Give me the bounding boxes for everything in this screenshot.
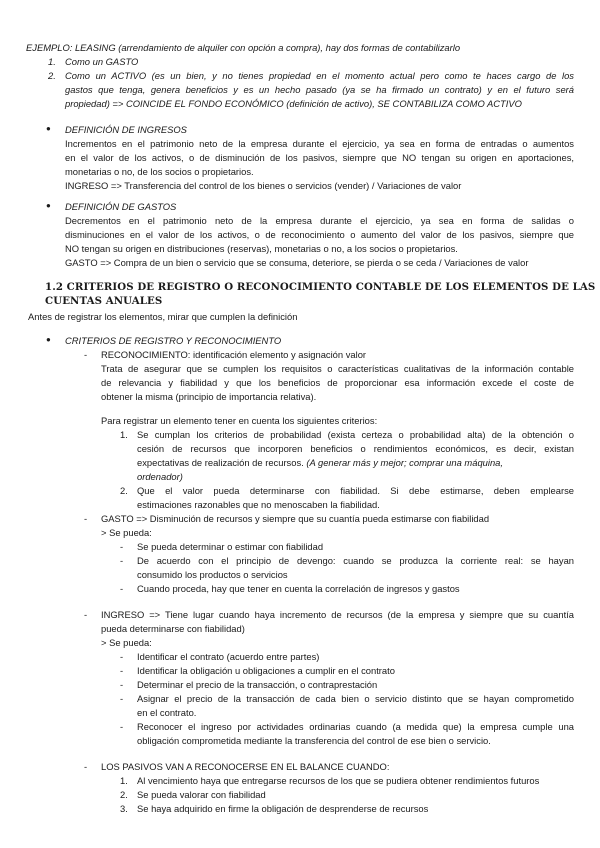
dash-icon: - (84, 609, 88, 620)
section-heading: 1.2 CRITERIOS DE REGISTRO O RECONOCIMIENTO CONTABLE DE LOS ELEMENTOS DE LAS (45, 281, 596, 293)
reconocimiento-line: de relevancia y fiabilidad y que los beneficios de proporcionar esa información excede el coste de (101, 377, 574, 388)
gasto-title: GASTO => Disminución de recursos y siempre que su cuantía pueda estimarse con fiabilidad (101, 513, 490, 524)
pasivos-item-number: 2. (120, 789, 128, 800)
dash-icon: - (120, 693, 124, 704)
gasto-se-pueda: > Se pueda: (101, 527, 152, 538)
criterio-1-line: Se cumplan los criterios de probabilidad (exista certeza o probabilidad alta) de la obtención o (137, 429, 574, 440)
criterio-2-number: 2. (120, 485, 128, 496)
criterio-1-last-line (137, 458, 503, 467)
ingreso-item: Determinar el precio de la transacción, o contraprestación (137, 679, 378, 690)
leasing-item-2-number: 2. (48, 70, 56, 81)
pasivos-item-number: 1. (120, 775, 128, 786)
para-registrar-text: Para registrar un elemento tener en cuenta los siguientes criterios: (101, 415, 378, 426)
dash-icon: - (84, 349, 88, 360)
gastos-definition-line: NO tengan su origen en distribuciones (reservas), monetarias o no, a los socios o propietarios. (65, 243, 458, 254)
criterio-1-line: cesión de recursos que incorporen beneficios o rendimientos económicos, es decir, existan (137, 443, 574, 454)
dash-icon: - (84, 513, 88, 524)
leasing-item-2-line: propiedad) => COINCIDE EL FONDO ECONÓMICO (definición de activo), SE CONTABILIZA COMO ACTIVO (65, 98, 522, 109)
dash-icon: - (120, 721, 124, 732)
gastos-definition-line: disminuciones en el valor de los activos, o de reconocimiento o aumento del valor de los pasivos, siempre que (65, 229, 574, 240)
reconocimiento-title: RECONOCIMIENTO: identificación elemento y asignación valor (101, 349, 367, 360)
ingresos-definition-line: monetarias o no, de los socios o propietarios. (65, 166, 254, 177)
dash-icon: - (120, 555, 124, 566)
pasivos-title: LOS PASIVOS VAN A RECONOCERSE EN EL BALANCE CUANDO: (101, 761, 390, 772)
ingreso-title-continuation: pueda determinarse con fiabilidad) (101, 623, 245, 634)
bullet-icon: ● (46, 335, 51, 344)
bullet-icon: ● (46, 201, 51, 210)
gasto-item: De acuerdo con el principio de devengo: cuando se produzca la corriente real: se hayan (137, 555, 574, 566)
criterio-1-last-text: expectativas de realización de recursos. (137, 457, 304, 468)
leasing-item-1-number: 1. (48, 56, 56, 67)
ingreso-item-continuation: obligación comprometida mediante la transferencia del control de ese bien o servicio. (137, 735, 491, 746)
pasivos-item-number: 3. (120, 803, 128, 814)
gasto-item: Cuando proceda, hay que tener en cuenta la correlación de ingresos y gastos (137, 583, 460, 594)
ingresos-definition-line: en el valor de los activos, o de disminución de los pasivos, siempre que NO tengan su origen en aportaciones, (65, 152, 574, 163)
dash-icon: - (84, 761, 88, 772)
leasing-item-2-line: Como un ACTIVO (es un bien, y no tienes propiedad en el momento actual pero como te haces cargo de los (65, 70, 574, 81)
ingresos-summary: INGRESO => Transferencia del control de los bienes o servicios (vender) / Variaciones de valor (65, 180, 462, 191)
ingresos-definition-title: DEFINICIÓN DE INGRESOS (65, 124, 187, 135)
leasing-example-intro: EJEMPLO: LEASING (arrendamiento de alquiler con opción a compra), hay dos formas de contabilizarlo (26, 42, 461, 53)
dash-icon: - (120, 651, 124, 662)
gasto-item: Se pueda determinar o estimar con fiabilidad (137, 541, 324, 552)
criterio-1-example-continuation: ordenador) (137, 471, 183, 482)
gasto-item-continuation: consumido los productos o servicios (137, 569, 288, 580)
pasivos-item: Al vencimiento haya que entregarse recursos de los que se pudiera obtener rendimientos futuros (137, 775, 540, 786)
ingreso-item-continuation: en el contrato. (137, 707, 197, 718)
criterio-2-line: estimaciones razonables que no menoscaben la fiabilidad. (137, 499, 380, 510)
ingreso-item: Asignar el precio de la transacción de cada bien o servicio distinto que se hayan comprometido (137, 693, 574, 704)
criterio-2-line: Que el valor pueda determinarse con fiabilidad. Si debe estimarse, deben emplearse (137, 485, 574, 496)
dash-icon: - (120, 665, 124, 676)
gastos-definition-title: DEFINICIÓN DE GASTOS (65, 201, 177, 212)
dash-icon: - (120, 583, 124, 594)
criterio-1-example: (A generar más y mejor; comprar una máquina, (306, 457, 503, 468)
ingreso-item: Identificar el contrato (acuerdo entre partes) (137, 651, 320, 662)
ingreso-title: INGRESO => Tiene lugar cuando haya incremento de recursos (de la empresa y siempre que su cuantía (101, 609, 574, 620)
dash-icon: - (120, 679, 124, 690)
reconocimiento-line: Trata de asegurar que se cumplen los requisitos o características cualitativas de la información contable (101, 363, 574, 374)
reconocimiento-line: obtener la misma (principio de importancia relativa). (101, 391, 317, 402)
leasing-item-1-text: Como un GASTO (65, 56, 139, 67)
section-intro: Antes de registrar los elementos, mirar que cumplen la definición (28, 311, 298, 322)
criterios-title: CRITERIOS DE REGISTRO Y RECONOCIMIENTO (65, 335, 282, 346)
ingreso-item: Identificar la obligación u obligaciones a cumplir en el contrato (137, 665, 395, 676)
bullet-icon: ● (46, 124, 51, 133)
leasing-item-2-line: gastos que tenga, genera beneficios y es un hecho pasado (ya se ha firmado un contrato) y en el futuro será (65, 84, 574, 95)
gastos-definition-line: Decrementos en el patrimonio neto de la empresa durante el ejercicio, ya sea en forma de salidas o (65, 215, 574, 226)
pasivos-item: Se haya adquirido en firme la obligación de desprenderse de recursos (137, 803, 429, 814)
criterio-1-number: 1. (120, 429, 128, 440)
pasivos-item: Se pueda valorar con fiabilidad (137, 789, 266, 800)
gastos-summary: GASTO => Compra de un bien o servicio que se consuma, deteriore, se pierda o se ceda / Variaciones de valor (65, 257, 529, 268)
ingreso-item: Reconocer el ingreso por actividades ordinarias cuando (a medida que) la empresa cumple una (137, 721, 574, 732)
ingresos-definition-line: Incrementos en el patrimonio neto de la empresa durante el ejercicio, ya sea en forma de entradas o aumentos (65, 138, 574, 149)
section-heading-continuation: CUENTAS ANUALES (45, 295, 163, 307)
ingreso-se-pueda: > Se pueda: (101, 637, 152, 648)
dash-icon: - (120, 541, 124, 552)
